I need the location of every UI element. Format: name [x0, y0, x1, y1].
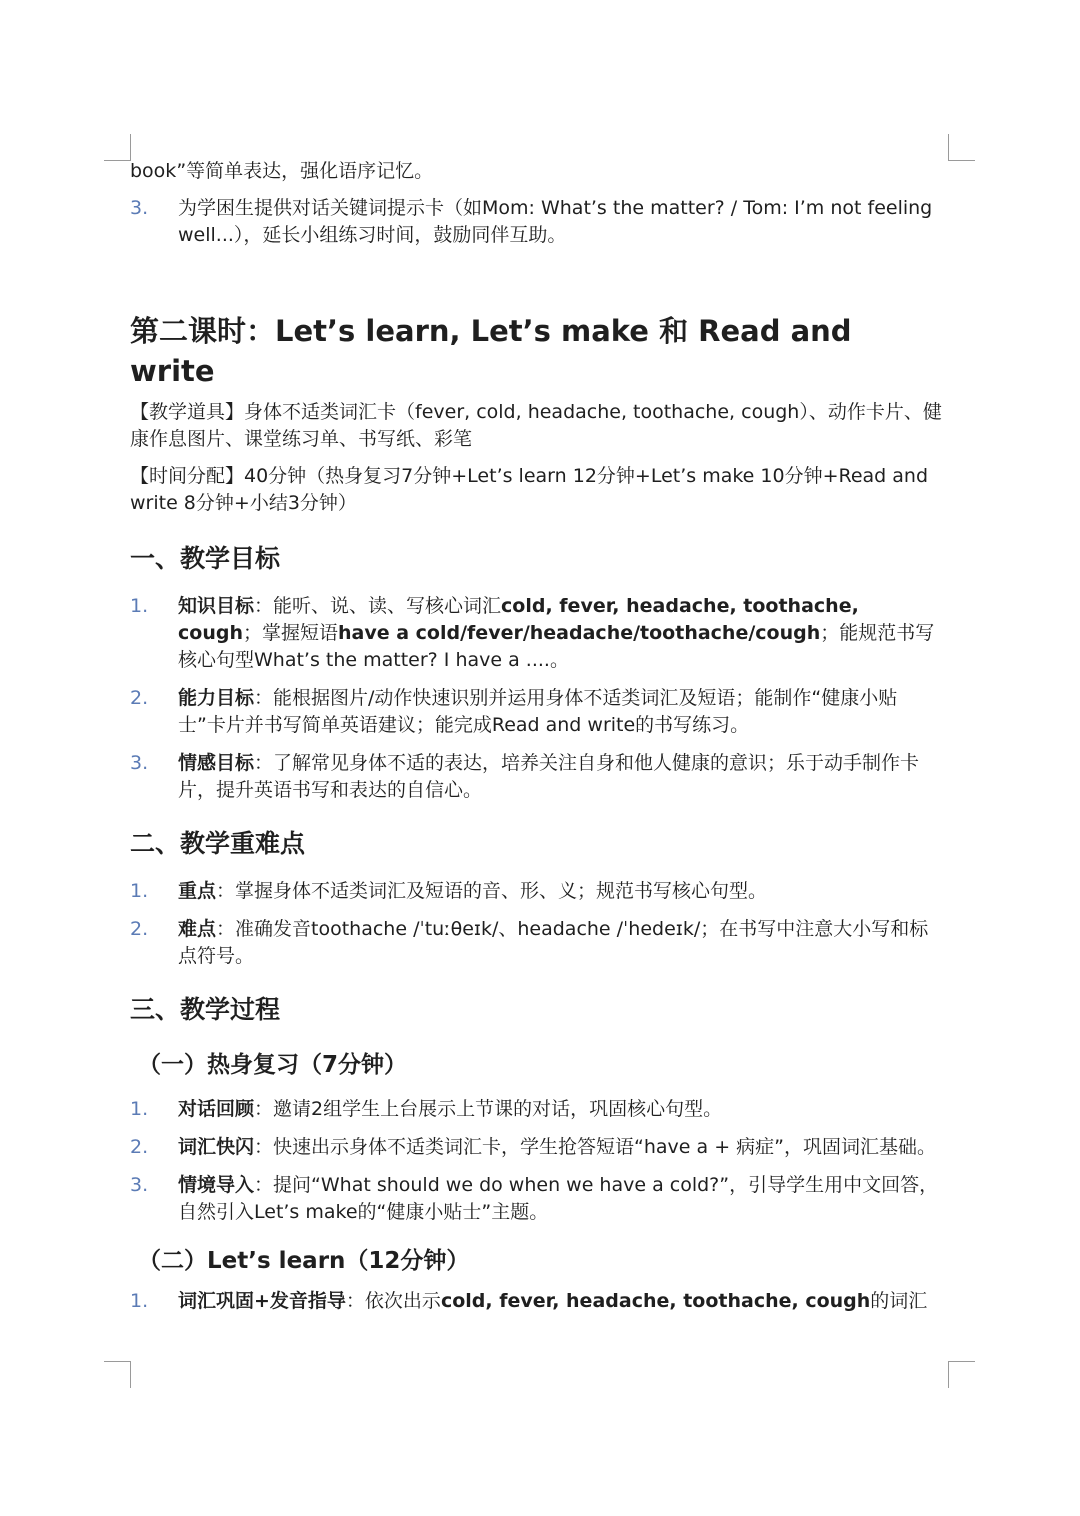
page-corner-mark-top-right [948, 134, 975, 161]
teaching-tools: 【教学道具】身体不适类词汇卡（fever, cold, headache, toothache, cough）、动作卡片、健康作息图片、课堂练习单、书写纸、彩笔 [130, 401, 942, 450]
item-text: ：能听、说、读、写核心词汇 [254, 595, 502, 617]
time-allocation: 【时间分配】40分钟（热身复习7分钟+Let’s learn 12分钟+Let’s make 10分钟+Read and write 8分钟+小结3分钟） [130, 465, 929, 514]
item-text: 的词汇 [870, 1290, 928, 1312]
page-corner-mark-bottom-left [104, 1361, 131, 1388]
continued-line: book”等简单表达，强化语序记忆。 [130, 160, 434, 182]
document-body [130, 158, 942, 1315]
list-item [130, 685, 942, 739]
item-text: ：能根据图片/动作快速识别并运用身体不适类词汇及短语；能制作“健康小贴士”卡片并书写简单英语建议；能完成Read and write的书写练习。 [178, 687, 898, 736]
lesson-title: 第二课时：Let’s learn, Let’s make 和 Read and write [130, 314, 852, 388]
list-item [130, 1134, 942, 1161]
list-number: 2. [130, 687, 149, 709]
list-number: 1. [130, 880, 149, 902]
item-bold-text: cold, fever, headache, toothache, cough [440, 1290, 871, 1312]
item-label: 难点 [178, 918, 217, 940]
list-number: 3. [130, 197, 149, 219]
list-item [130, 878, 942, 905]
item-label: 词汇巩固+发音指导 [178, 1290, 346, 1312]
item-bold-text: cold, fever, headache, toothache, cough [178, 595, 859, 644]
item-text: ：掌握身体不适类词汇及短语的音、形、义；规范书写核心句型。 [216, 880, 768, 902]
list-item [130, 195, 942, 249]
section-heading-keypoints: 二、教学重难点 [130, 829, 306, 858]
item-text: ：提问“What should we do when we have a cold?”，引导学生用中文回答，自然引入Let’s make的“健康小贴士”主题。 [178, 1174, 939, 1223]
item-text: ：邀请2组学生上台展示上节课的对话，巩固核心句型。 [254, 1098, 723, 1120]
list-item [130, 1096, 942, 1123]
item-text: ：了解常见身体不适的表达，培养关注自身和他人健康的意识；乐于动手制作卡片，提升英语书写和表达的自信心。 [178, 752, 920, 801]
list-number: 1. [130, 595, 149, 617]
item-bold-text: have a cold/fever/headache/toothache/cough [338, 622, 821, 644]
item-label: 知识目标 [178, 595, 255, 617]
list-number: 2. [130, 1136, 149, 1158]
item-label: 情感目标 [178, 752, 255, 774]
list-item [130, 916, 942, 970]
page-corner-mark-top-left [104, 134, 131, 161]
list-number: 3. [130, 1174, 149, 1196]
list-item [130, 1288, 942, 1315]
list-number: 2. [130, 918, 149, 940]
item-label: 重点 [178, 880, 217, 902]
list-text: 为学困生提供对话关键词提示卡（如Mom: What’s the matter? / Tom: I’m not feeling well...），延长小组练习时间，鼓励同伴互助。 [178, 197, 933, 246]
item-label: 能力目标 [178, 687, 255, 709]
subsection-heading-warmup: （一）热身复习（7分钟） [138, 1052, 408, 1078]
item-text: ：准确发音toothache /ˈtuːθeɪk/、headache /ˈhedeɪk/；在书写中注意大小写和标点符号。 [178, 918, 929, 967]
list-number: 1. [130, 1098, 149, 1120]
page-corner-mark-bottom-right [948, 1361, 975, 1388]
item-label: 词汇快闪 [178, 1136, 255, 1158]
item-text: ；掌握短语 [242, 622, 338, 644]
item-text: ：快速出示身体不适类词汇卡，学生抢答短语“have a + 病症”，巩固词汇基础。 [254, 1136, 937, 1158]
list-item [130, 1172, 942, 1226]
list-number: 1. [130, 1290, 149, 1312]
list-item [130, 750, 942, 804]
item-text: ：依次出示 [345, 1290, 441, 1312]
list-item [130, 593, 942, 674]
item-text: ；能规范书写核心句型What’s the matter? I have a ....。 [178, 622, 935, 671]
section-heading-process: 三、教学过程 [130, 995, 281, 1024]
subsection-heading-letslearn: （二）Let’s learn（12分钟） [138, 1248, 470, 1274]
list-number: 3. [130, 752, 149, 774]
section-heading-goals: 一、教学目标 [130, 544, 281, 573]
item-label: 对话回顾 [178, 1098, 255, 1120]
item-label: 情境导入 [178, 1174, 255, 1196]
